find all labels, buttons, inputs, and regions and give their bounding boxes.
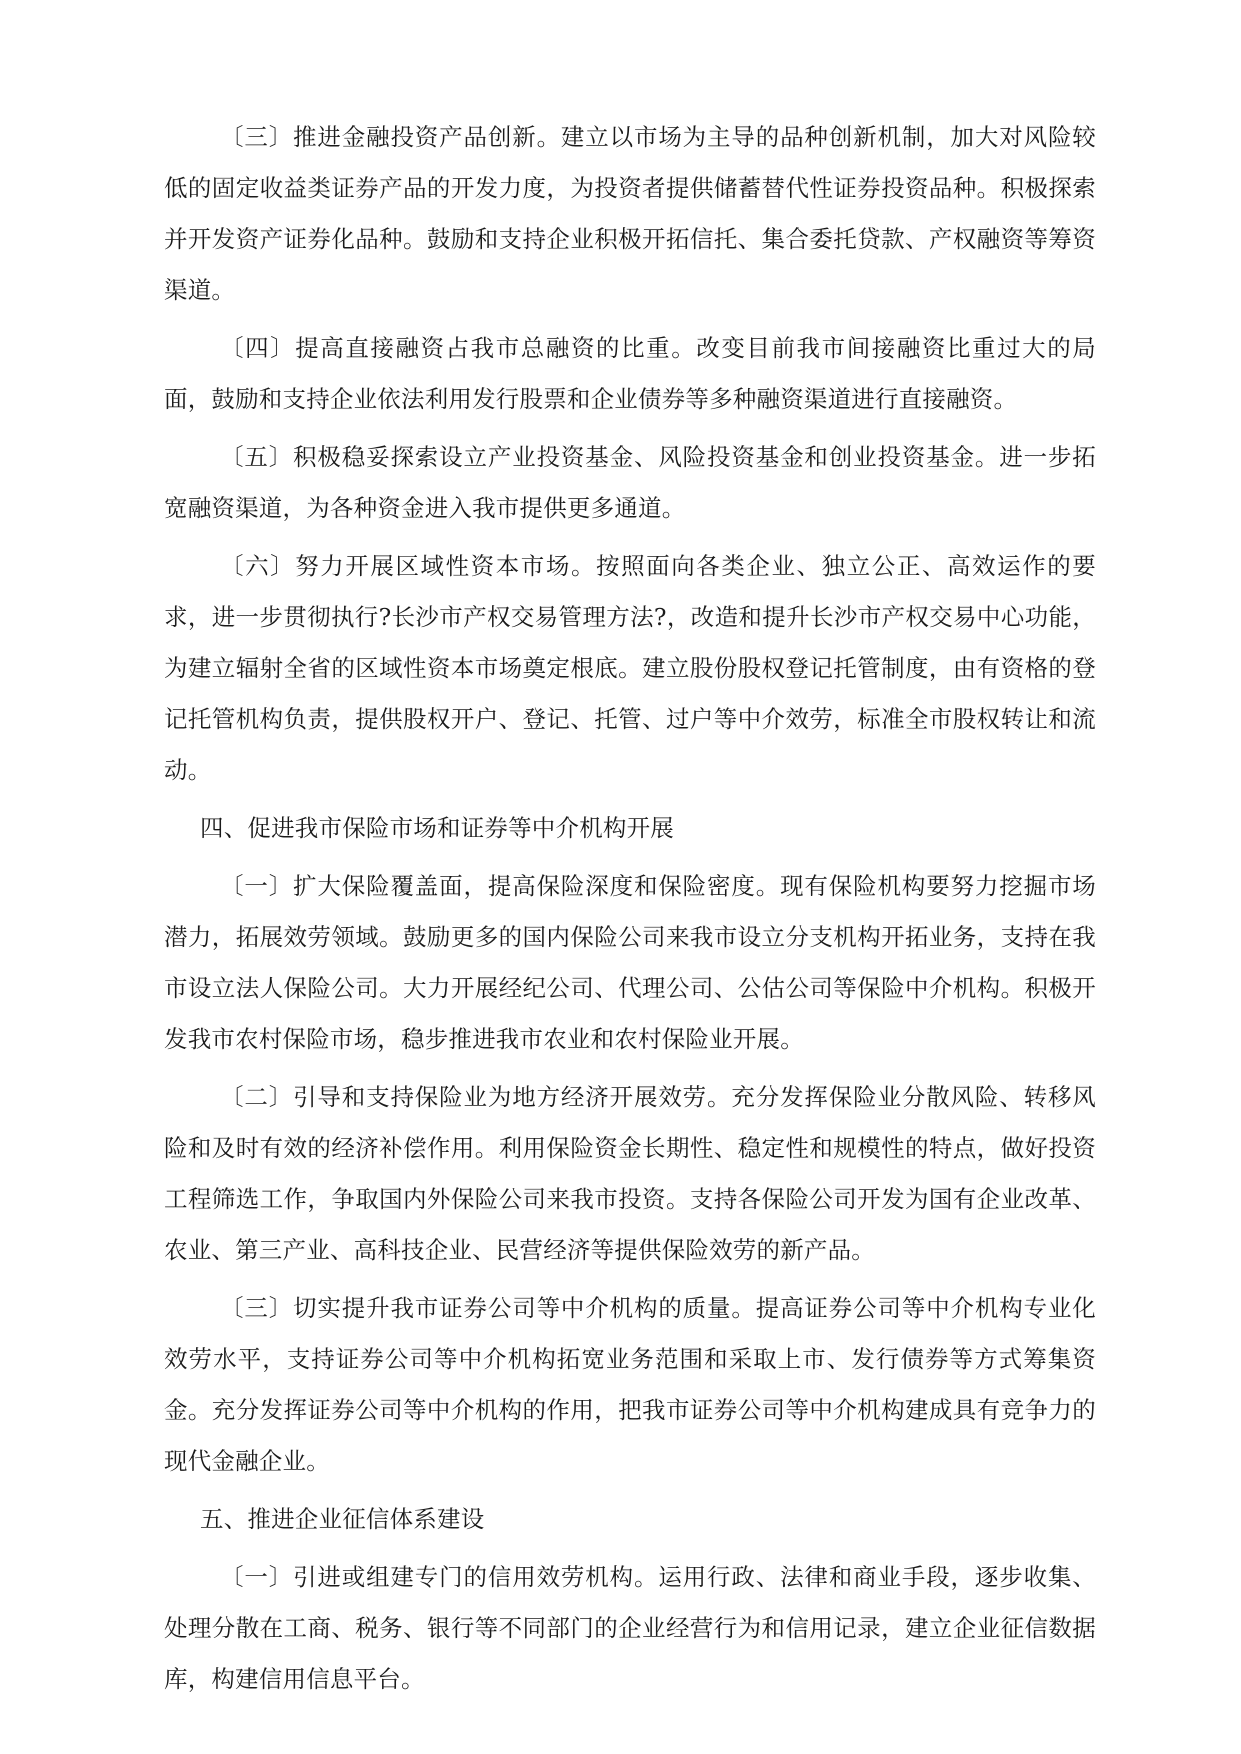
paragraph-section4-item-2: 〔二〕引导和支持保险业为地方经济开展效劳。充分发挥保险业分散风险、转移风险和及时有效的经济补偿作用。利用保险资金长期性、稳定性和规模性的特点，做好投资工程筛选工作，争取国内外保险公司来我市投资。支持各保险公司开发为国有企业改革、农业、第三产业、高科技企业、民营经济等提供保险效劳的新产品。 (164, 1083, 1096, 1264)
section-heading-5: 五、推进企业征信体系建设 (200, 1505, 485, 1533)
paragraph-item-6: 〔六〕努力开展区域性资本市场。按照面向各类企业、独立公正、高效运作的要求，进一步贯彻执行?长沙市产权交易管理方法?，改造和提升长沙市产权交易中心功能，为建立辐射全省的区域性资本市场奠定根底。建立股份股权登记托管制度，由有资格的登记托管机构负责，提供股权开户、登记、托管、过户等中介效劳，标准全市股权转让和流动。 (164, 552, 1096, 784)
paragraph-item-5: 〔五〕积极稳妥探索设立产业投资基金、风险投资基金和创业投资基金。进一步拓宽融资渠道，为各种资金进入我市提供更多通道。 (164, 443, 1096, 522)
paragraph-item-4: 〔四〕提高直接融资占我市总融资的比重。改变目前我市间接融资比重过大的局面，鼓励和支持企业依法利用发行股票和企业债券等多种融资渠道进行直接融资。 (164, 334, 1096, 413)
section-heading-4: 四、促进我市保险市场和证券等中介机构开展 (200, 814, 674, 842)
paragraph-section4-item-3: 〔三〕切实提升我市证券公司等中介机构的质量。提高证券公司等中介机构专业化效劳水平，支持证券公司等中介机构拓宽业务范围和采取上市、发行债券等方式筹集资金。充分发挥证券公司等中介机构的作用，把我市证券公司等中介机构建成具有竞争力的现代金融企业。 (164, 1294, 1096, 1475)
paragraph-section4-item-1: 〔一〕扩大保险覆盖面，提高保险深度和保险密度。现有保险机构要努力挖掘市场潜力，拓展效劳领域。鼓励更多的国内保险公司来我市设立分支机构开拓业务，支持在我市设立法人保险公司。大力开展经纪公司、代理公司、公估公司等保险中介机构。积极开发我市农村保险市场，稳步推进我市农业和农村保险业开展。 (164, 872, 1096, 1053)
paragraph-section5-item-1: 〔一〕引进或组建专门的信用效劳机构。运用行政、法律和商业手段，逐步收集、处理分散在工商、税务、银行等不同部门的企业经营行为和信用记录，建立企业征信数据库，构建信用信息平台。 (164, 1563, 1096, 1693)
document-body (164, 112, 1096, 1712)
paragraph-item-3: 〔三〕推进金融投资产品创新。建立以市场为主导的品种创新机制，加大对风险较低的固定收益类证券产品的开发力度，为投资者提供储蓄替代性证券投资品种。积极探索并开发资产证券化品种。鼓励和支持企业积极开拓信托、集合委托贷款、产权融资等筹资渠道。 (164, 123, 1096, 304)
